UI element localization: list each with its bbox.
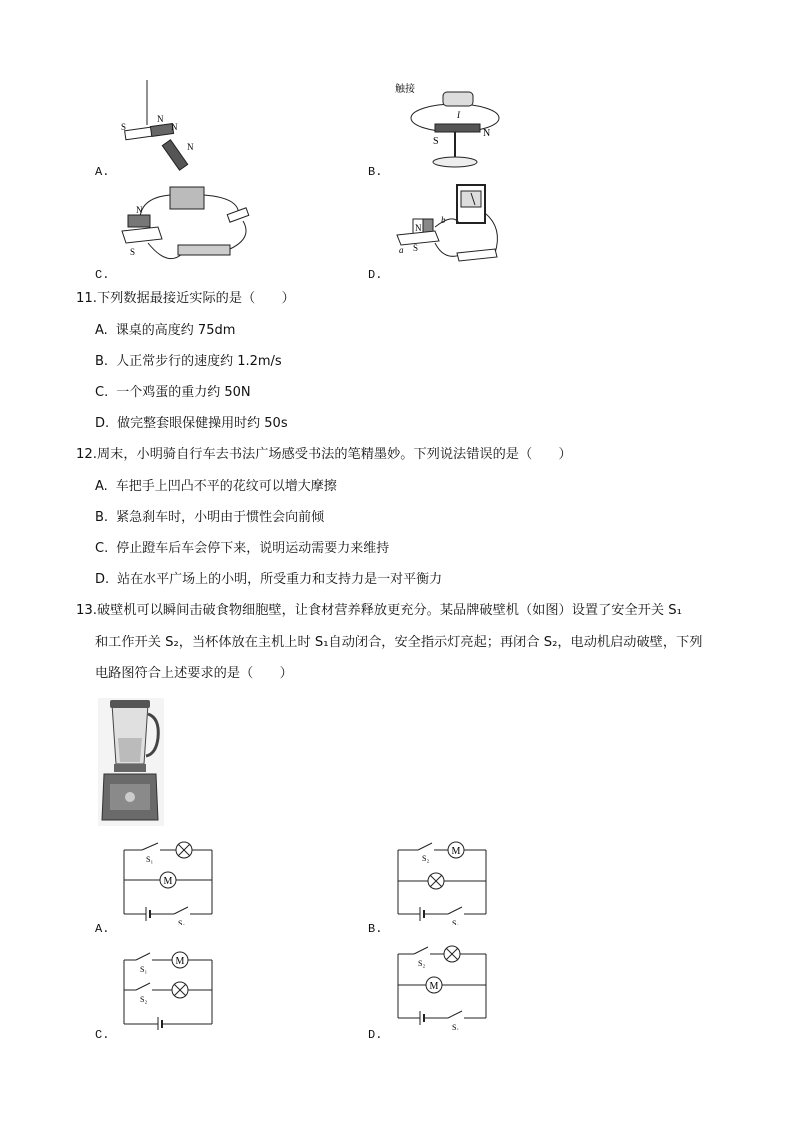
svg-text:N: N: [157, 114, 164, 124]
circuit-option-b: [392, 838, 492, 925]
figure-b-letter: B.: [368, 165, 383, 179]
figure-option-a: [115, 80, 205, 175]
svg-text:M: M: [163, 876, 173, 887]
svg-text:S₂: S₂: [422, 854, 430, 863]
circuit-b-letter: B.: [368, 922, 383, 936]
electromagnet-circuit-figure: [118, 183, 258, 273]
svg-text:S: S: [413, 243, 419, 253]
svg-text:a: a: [399, 245, 404, 255]
svg-text:N: N: [187, 142, 194, 152]
circuit-option-a: [118, 840, 218, 925]
svg-text:N: N: [171, 122, 178, 132]
svg-text:S₂: S₂: [178, 919, 186, 925]
q12-option-d: D. 站在水平广场上的小明，所受重力和支持力是一对平衡力: [95, 572, 443, 587]
rotating-coil-figure: [395, 80, 505, 175]
question-11: [76, 290, 295, 308]
q12-option-a: A. 车把手上凹凸不平的花纹可以增大摩擦: [95, 479, 337, 494]
q12-option-b: B. 紧急刹车时，小明由于惯性会向前倾: [95, 510, 325, 525]
question-13-line-3: 电路图符合上述要求的是（ ）: [95, 666, 293, 681]
question-number: 12.: [76, 447, 97, 462]
circuit-d-letter: D.: [368, 1028, 383, 1042]
q11-option-a: A. 课桌的高度约 75dm: [95, 323, 236, 338]
magnet-suspended-figure: [115, 80, 205, 175]
q12-option-c: C. 停止蹬车后车会停下来，说明运动需要力来维持: [95, 541, 390, 556]
svg-text:S: S: [433, 136, 439, 147]
question-13: [76, 602, 682, 620]
figure-a-letter: A.: [95, 165, 110, 179]
svg-text:N: N: [415, 223, 422, 233]
figure-option-b: [395, 80, 505, 175]
question-number: 11.: [76, 291, 97, 306]
svg-text:N: N: [483, 128, 491, 139]
q11-option-c: C. 一个鸡蛋的重力约 50N: [95, 385, 251, 400]
svg-text:触接: 触接: [395, 84, 415, 95]
svg-text:I: I: [457, 110, 460, 120]
circuit-c-letter: C.: [95, 1028, 110, 1042]
question-number: 13.: [76, 603, 97, 618]
figure-option-d: [395, 183, 505, 273]
svg-text:S₁: S₁: [452, 1023, 460, 1030]
svg-text:S₁: S₁: [452, 919, 460, 925]
svg-text:M: M: [429, 981, 439, 992]
circuit-a-letter: A.: [95, 922, 110, 936]
question-stem-line-1: 破壁机可以瞬间击破食物细胞壁，让食材营养释放更充分。某品牌破壁机（如图）设置了安全开关 S₁: [96, 603, 682, 618]
circuit-option-d: [392, 940, 492, 1030]
generator-galvanometer-figure: [395, 183, 505, 273]
circuit-option-c: [118, 948, 218, 1030]
svg-text:S: S: [130, 247, 136, 257]
svg-text:S: S: [121, 122, 127, 132]
blender-image: [98, 698, 164, 826]
svg-text:M: M: [451, 846, 461, 857]
figure-c-letter: C.: [95, 268, 110, 282]
figure-d-letter: D.: [368, 268, 383, 282]
question-stem: 周末，小明骑自行车去书法广场感受书法的笔精墨妙。下列说法错误的是（ ）: [96, 447, 572, 462]
question-12: [76, 446, 572, 464]
svg-text:b: b: [441, 215, 446, 225]
svg-text:S₁: S₁: [140, 965, 148, 974]
svg-text:N: N: [136, 205, 143, 215]
question-stem: 下列数据最接近实际的是（ ）: [96, 291, 295, 306]
q11-option-d: D. 做完整套眼保健操用时约 50s: [95, 416, 288, 431]
svg-text:M: M: [175, 956, 185, 967]
figure-option-c: [118, 183, 258, 273]
svg-text:S₁: S₁: [146, 855, 154, 864]
svg-text:S₂: S₂: [418, 959, 426, 968]
question-13-line-2: 和工作开关 S₂，当杯体放在主机上时 S₁自动闭合，安全指示灯亮起；再闭合 S₂，电动机启动破壁，下列: [95, 635, 703, 650]
svg-text:S₂: S₂: [140, 995, 148, 1004]
q11-option-b: B. 人正常步行的速度约 1.2m/s: [95, 354, 282, 369]
